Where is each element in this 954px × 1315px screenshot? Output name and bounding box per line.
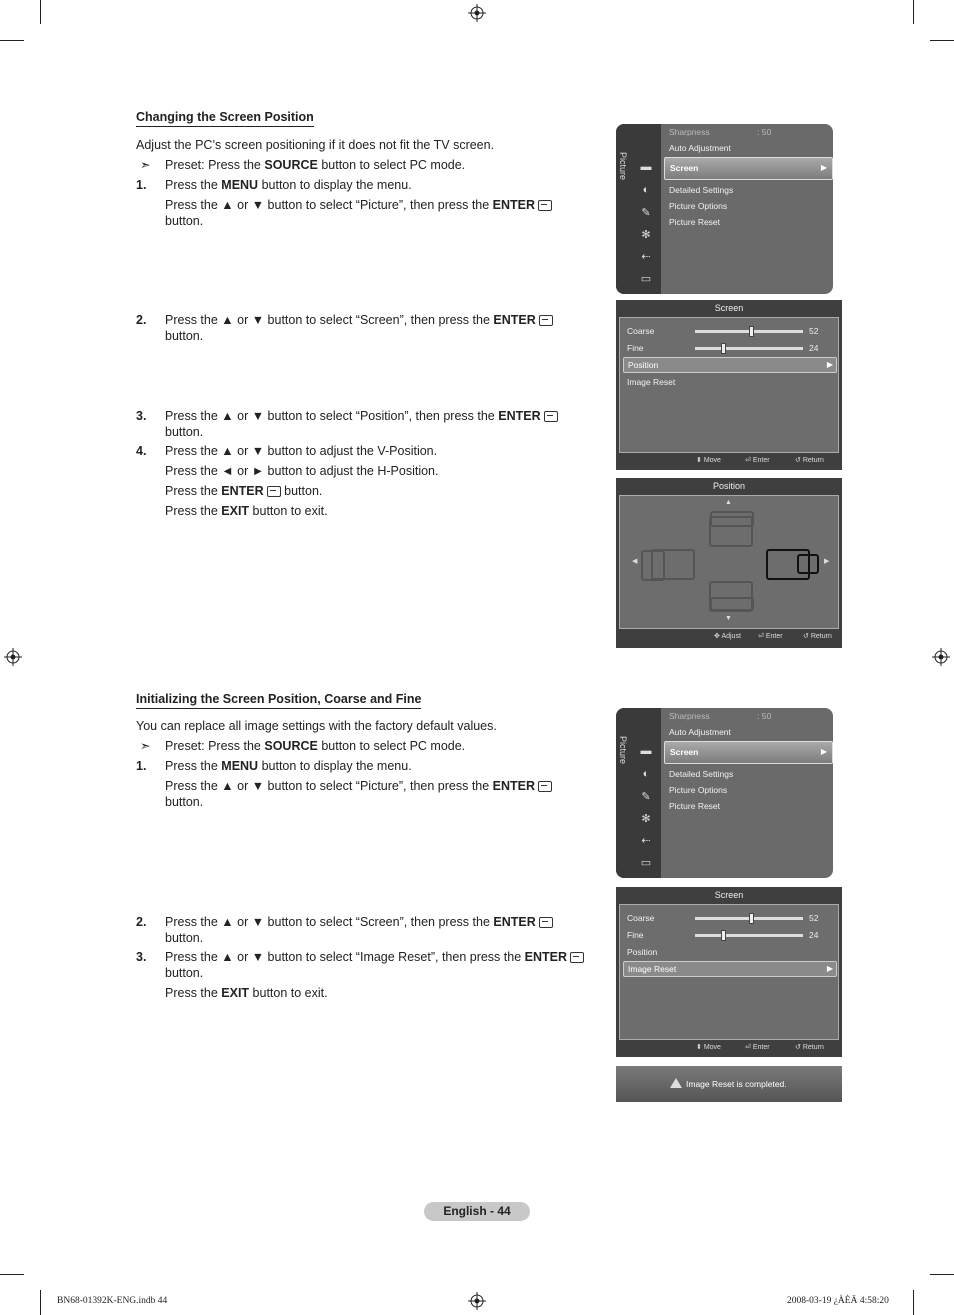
menu-item-picture-reset[interactable]: Picture Reset [669, 801, 721, 811]
setup-gear-icon[interactable]: ✻ [641, 813, 651, 825]
step-text: Press the ▲ or ▼ button to select “Picture”, then press the ENTER button. [165, 198, 605, 229]
enter-icon [570, 952, 584, 963]
section1-title: Changing the Screen Position [136, 110, 314, 127]
sound-icon[interactable]: ◐ [642, 184, 650, 196]
coarse-slider[interactable] [695, 330, 803, 333]
footer-timestamp: 2008-03-19 ¿ÀÈÄ 4:58:20 [787, 1296, 889, 1306]
position-item-selected[interactable]: Position ▶ [623, 357, 837, 373]
step-text: Press the ▲ or ▼ button to adjust the V-Position. [165, 444, 438, 458]
input-icon[interactable]: ⇠ [641, 835, 651, 847]
menu-item-sharpness[interactable]: Sharpness [669, 127, 710, 137]
coarse-knob[interactable] [749, 913, 754, 924]
adjust-hint: ✥ Adjust [714, 633, 741, 640]
menu-item-sharpness[interactable]: Sharpness [669, 711, 710, 721]
registration-mark-icon [932, 648, 950, 666]
registration-mark-icon [4, 648, 22, 666]
image-reset-item-selected[interactable]: Image Reset ▶ [623, 961, 837, 977]
adjust-icon: ✥ [714, 633, 720, 640]
coarse-label[interactable]: Coarse [627, 913, 655, 923]
menu-item-picture-options[interactable]: Picture Options [669, 785, 728, 795]
image-reset-notification [616, 1066, 842, 1102]
return-icon: ↺ [795, 457, 801, 464]
enter-hint: ⏎ Enter [758, 633, 783, 640]
menu-sidebar [616, 124, 661, 294]
menu-item-screen-selected[interactable]: Screen ▶ [664, 741, 833, 764]
picture-icon[interactable]: ▬ [640, 161, 652, 173]
sharpness-value: : 50 [757, 127, 772, 137]
footer-file-info: BN68-01392K-ENG.indb 44 [57, 1296, 168, 1306]
down-arrow-icon: ▼ [725, 615, 732, 622]
section2-intro: You can replace all image settings with the factory default values. [136, 719, 497, 733]
step-text: Press the ▲ or ▼ button to select “Picture”, then press the ENTER button. [165, 779, 605, 810]
step-number: 1. [136, 759, 147, 773]
screen-menu [616, 300, 842, 470]
fine-value: 24 [809, 343, 819, 353]
setup-gear-icon[interactable]: ✻ [641, 229, 651, 241]
step-text: Press the ENTER button. [165, 484, 323, 498]
preset-arrow-icon: ➣ [140, 739, 151, 753]
screen-menu-title: Screen [714, 303, 744, 313]
step-text: Press the ▲ or ▼ button to select “Image Reset”, then press the ENTER button. [165, 950, 615, 981]
return-hint: ↺ Return [795, 457, 824, 464]
enter-icon: ⏎ [758, 633, 764, 640]
move-icon: ⬍ [696, 457, 702, 464]
picture-menu [616, 124, 833, 294]
page-number: English - 44 [424, 1202, 530, 1221]
application-icon[interactable]: ▭ [640, 273, 652, 285]
step-text: Press the EXIT button to exit. [165, 504, 328, 518]
input-icon[interactable]: ⇠ [641, 251, 651, 263]
fine-knob[interactable] [721, 343, 726, 354]
step-number: 2. [136, 313, 147, 327]
fine-knob[interactable] [721, 930, 726, 941]
channel-icon[interactable]: ✎ [641, 207, 651, 219]
enter-hint: ⏎ Enter [745, 457, 770, 464]
up-arrow-icon: ▲ [725, 499, 732, 506]
enter-icon [267, 486, 281, 497]
notification-text: Image Reset is completed. [686, 1079, 787, 1089]
warning-icon [670, 1078, 682, 1088]
return-hint: ↺ Return [803, 633, 832, 640]
enter-icon [538, 781, 552, 792]
section2-preset: Preset: Press the SOURCE button to select PC mode. [165, 739, 466, 753]
step-number: 3. [136, 409, 147, 423]
chevron-right-icon: ▶ [820, 163, 827, 172]
menu-item-auto-adjustment[interactable]: Auto Adjustment [669, 143, 731, 153]
step-number: 3. [136, 950, 147, 964]
sharpness-value: : 50 [757, 711, 772, 721]
step-text: Press the MENU button to display the menu. [165, 178, 412, 192]
menu-side-label: Picture [618, 152, 628, 181]
right-arrow-icon: ▶ [824, 558, 830, 565]
menu-side-label: Picture [618, 736, 628, 765]
step-text: Press the MENU button to display the menu. [165, 759, 412, 773]
return-hint: ↺ Return [795, 1044, 824, 1051]
chevron-right-icon: ▶ [820, 747, 827, 756]
position-menu-title: Position [712, 481, 746, 491]
step-text: Press the ▲ or ▼ button to select “Screen”, then press the ENTER button. [165, 313, 605, 344]
return-icon: ↺ [795, 1044, 801, 1051]
menu-item-picture-options[interactable]: Picture Options [669, 201, 728, 211]
section1-intro: Adjust the PC’s screen positioning if it does not fit the TV screen. [136, 138, 495, 152]
enter-icon [538, 200, 552, 211]
fine-slider[interactable] [695, 934, 803, 937]
preset-arrow-icon: ➣ [140, 158, 151, 172]
enter-icon: ⏎ [745, 1044, 751, 1051]
picture-icon[interactable]: ▬ [640, 745, 652, 757]
step-text: Press the ◄ or ► button to adjust the H-Position. [165, 464, 439, 478]
move-icon: ⬍ [696, 1044, 702, 1051]
registration-mark-icon [468, 4, 486, 22]
fine-label[interactable]: Fine [627, 343, 644, 353]
enter-icon [539, 917, 553, 928]
position-preview-up [709, 516, 753, 547]
fine-slider[interactable] [695, 347, 803, 350]
enter-icon: ⏎ [745, 457, 751, 464]
position-preview-left [651, 549, 695, 580]
menu-item-auto-adjustment[interactable]: Auto Adjustment [669, 727, 731, 737]
position-item[interactable]: Position [627, 947, 658, 957]
image-reset-item[interactable]: Image Reset [627, 377, 676, 387]
step-number: 1. [136, 178, 147, 192]
enter-icon [539, 315, 553, 326]
step-text: Press the ▲ or ▼ button to select “Position”, then press the ENTER button. [165, 409, 605, 440]
position-menu [616, 478, 842, 648]
coarse-value: 52 [809, 326, 819, 336]
move-hint: ⬍ Move [696, 1044, 721, 1051]
coarse-value: 52 [809, 913, 819, 923]
chevron-right-icon: ▶ [826, 360, 833, 369]
menu-item-picture-reset[interactable]: Picture Reset [669, 217, 721, 227]
left-arrow-icon: ◀ [632, 558, 638, 565]
application-icon[interactable]: ▭ [640, 857, 652, 869]
return-icon: ↺ [803, 633, 809, 640]
step-text: Press the EXIT button to exit. [165, 986, 328, 1000]
step-number: 2. [136, 915, 147, 929]
registration-mark-icon [468, 1292, 486, 1310]
position-preview-right-ghost [797, 554, 819, 574]
chevron-right-icon: ▶ [826, 964, 833, 973]
screen-menu [616, 887, 842, 1057]
step-text: Press the ▲ or ▼ button to select “Screen”, then press the ENTER button. [165, 915, 605, 946]
section2-title: Initializing the Screen Position, Coarse and Fine [136, 692, 421, 709]
sound-icon[interactable]: ◐ [642, 768, 650, 780]
channel-icon[interactable]: ✎ [641, 791, 651, 803]
fine-value: 24 [809, 930, 819, 940]
coarse-slider[interactable] [695, 917, 803, 920]
picture-menu [616, 708, 833, 878]
screen-menu-title: Screen [714, 890, 744, 900]
section1-preset: Preset: Press the SOURCE button to select PC mode. [165, 158, 466, 172]
menu-sidebar [616, 708, 661, 878]
step-number: 4. [136, 444, 147, 458]
menu-item-detailed-settings[interactable]: Detailed Settings [669, 185, 734, 195]
fine-label[interactable]: Fine [627, 930, 644, 940]
menu-item-screen-selected[interactable]: Screen ▶ [664, 157, 833, 180]
position-preview-down-ghost [710, 597, 754, 611]
enter-hint: ⏎ Enter [745, 1044, 770, 1051]
coarse-knob[interactable] [749, 326, 754, 337]
menu-item-detailed-settings[interactable]: Detailed Settings [669, 769, 734, 779]
enter-icon [544, 411, 558, 422]
move-hint: ⬍ Move [696, 457, 721, 464]
coarse-label[interactable]: Coarse [627, 326, 655, 336]
